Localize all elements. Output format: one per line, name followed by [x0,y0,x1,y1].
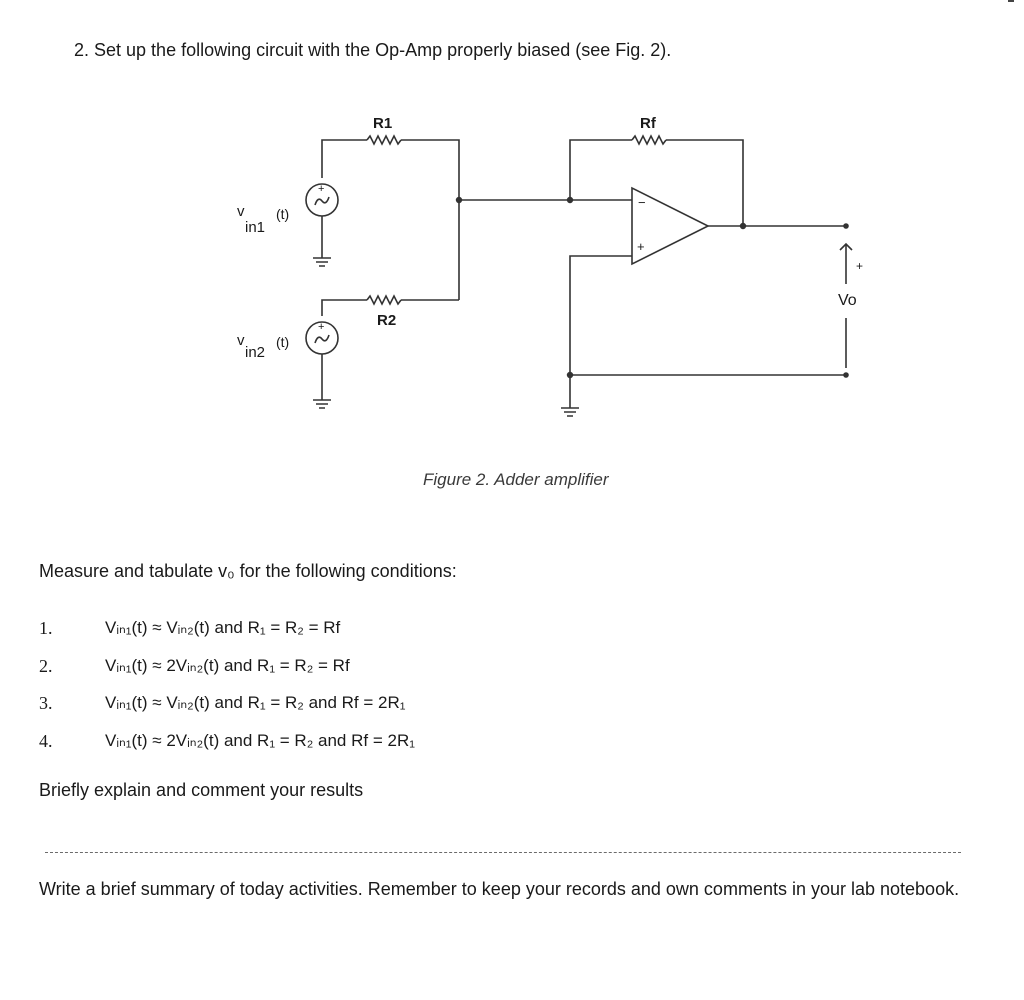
conditions-list [39,618,739,768]
vo-label: Vo [838,292,857,309]
summing-node [457,198,462,203]
rf-resistor [632,136,666,144]
vin2-sine-icon [315,335,329,343]
list-item-number: 2. [39,655,53,676]
rf-right-wire [666,140,743,226]
list-item-number: 1. [39,618,53,638]
output-node [741,224,746,229]
vo-plus-terminal [844,224,848,228]
r1-label: R1 [373,115,393,132]
list-item-text: Vᵢₙ₁(t) ≈ Vᵢₙ₂(t) and R₁ = R₂ and Rf = 2R₁ [105,693,406,712]
list-item [39,693,739,731]
vin2-sub-label: in2 [245,344,266,361]
vin1-sub-label: in1 [245,219,266,236]
r2-wire [322,300,367,316]
vin1-plus-label: + [318,183,325,195]
measure-instructions: Measure and tabulate v₀ for the following conditions: [39,561,457,581]
list-item [39,731,739,769]
vo-plus-label: + [856,259,864,273]
vin1-v-label: v [237,203,245,220]
vo-minus-terminal [844,373,848,377]
list-item-text: Vᵢₙ₁(t) ≈ 2Vᵢₙ₂(t) and R₁ = R₂ and Rf = 2R₁ [105,730,415,750]
list-item-text: Vᵢₙ₁(t) ≈ Vᵢₙ₂(t) and R₁ = R₂ = Rf [105,618,341,637]
r1-to-node-wire [401,140,459,300]
list-item-number: 3. [39,693,53,713]
vin2-plus-label: + [318,321,325,333]
vin2-ground-icon [313,400,331,408]
vin2-t-label: (t) [276,334,290,350]
opamp-ground-icon [561,408,579,416]
list-item-number: 4. [39,730,53,751]
list-item [39,656,739,694]
r1-wire [322,140,367,178]
vin1-ground-icon [313,258,331,266]
rf-node [568,198,573,203]
vin2-v-label: v [237,332,245,349]
vin1-t-label: (t) [276,206,290,222]
r1-resistor [367,136,401,144]
opamp-plus-label: + [637,239,645,254]
summary-instruction: Write a brief summary of today activities. Remember to keep your records and own comments in your lab notebook. [39,879,960,899]
r2-label: R2 [377,312,397,329]
non-inverting-wire [570,256,632,408]
figure-caption: Figure 2. Adder amplifier [423,470,609,489]
vin1-sine-icon [315,197,329,205]
dashed-divider [45,852,961,853]
rf-left-wire [570,140,632,200]
comment-instruction: Briefly explain and comment your results [39,780,364,800]
list-item [39,618,739,656]
list-item-text: Vᵢₙ₁(t) ≈ 2Vᵢₙ₂(t) and R₁ = R₂ = Rf [105,655,350,675]
rf-label: Rf [640,115,656,132]
section-heading: 2. Set up the following circuit with the Op-Amp properly biased (see Fig. 2). [74,40,672,60]
r2-resistor [367,296,401,304]
opamp-minus-label: − [638,195,646,210]
